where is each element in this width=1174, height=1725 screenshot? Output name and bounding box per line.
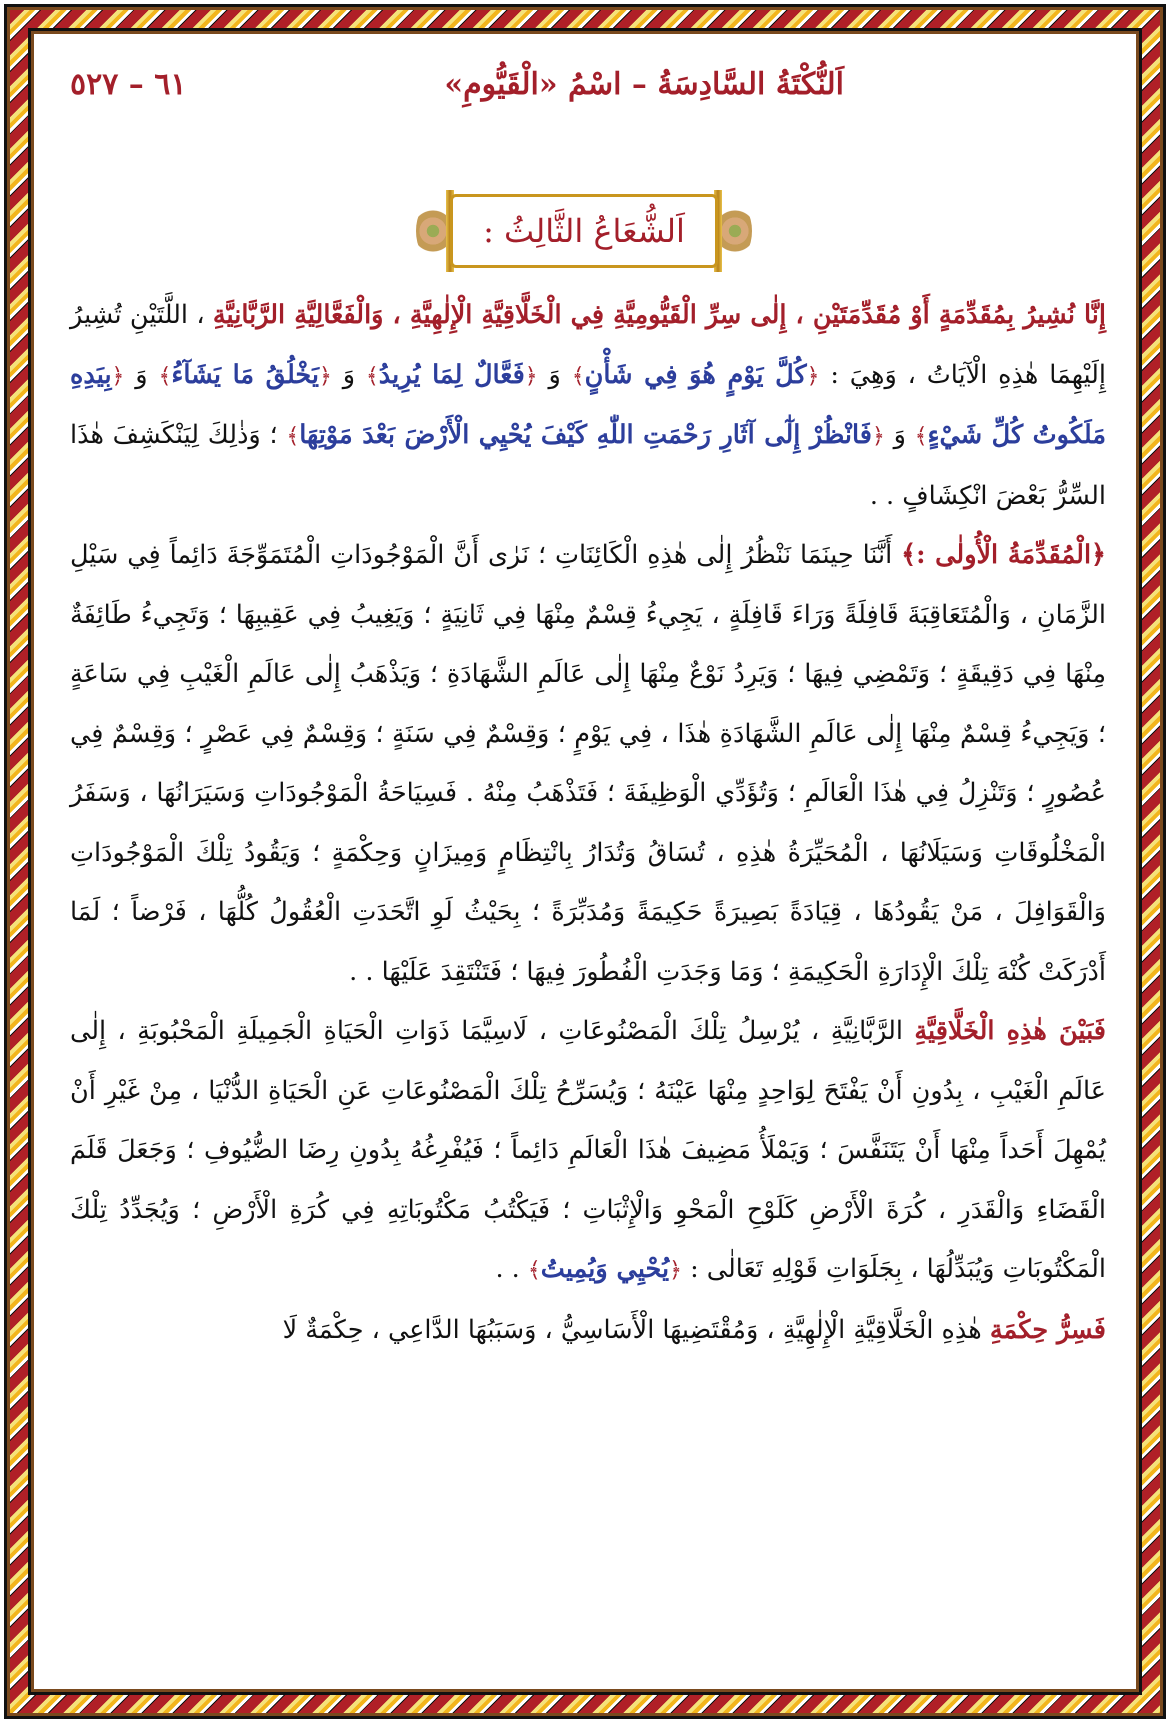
- body-text: [70, 286, 1106, 1360]
- verse-open-ornament-icon: ﴿: [806, 363, 820, 389]
- floral-ornament-icon: [416, 202, 450, 260]
- verse-close-ornament-icon: ﴾: [914, 424, 928, 449]
- text-run: وَ: [537, 359, 572, 390]
- verse-close-ornament-icon: ﴾: [158, 363, 172, 389]
- paragraph-intro: [70, 286, 1106, 526]
- quran-verse: يُحْيِي وَيُمِيتُ: [540, 1254, 670, 1284]
- first-premise-heading: ﴿الْمُقَدِّمَةُ الْأُولٰى :﴾: [901, 540, 1106, 570]
- verse-close-ornament-icon: ﴾: [527, 1258, 541, 1283]
- cartouche-box: [450, 194, 718, 268]
- text-run: أَنَّنَا حِينَمَا نَنْظُرُ إِلٰى هٰذِهِ الْكَائِنَاتِ ؛ نَرٰى أَنَّ الْمَوْجُودَاتِ الْمُتَمَوِّجَةَ دَائِماً فِي سَيْلِ الزَّمَانِ ، وَالْمُتَعَاقِبَةَ قَافِلَةً وَرَاءَ قَافِلَةٍ ، يَجِيءُ قِسْمٌ مِنْهَا فِي ثَانِيَةٍ ؛ وَيَغِيبُ فِي عَقِيبِهَا ؛ وَتَجِيءُ طَائِفَةٌ مِنْهَا فِي دَقِيقَةٍ ؛ وَتَمْضِي فِيهَا ؛ وَيَرِدُ نَوْعٌ مِنْهَا إِلٰى عَالَمِ الشَّهَادَةِ ؛ وَيَذْهَبُ إِلٰى عَالَمِ الْغَيْبِ فِي سَاعَةٍ ؛ وَيَجِيءُ قِسْمٌ مِنْهَا إِلٰى عَالَمِ الشَّهَادَةِ هٰذَا ، فِي يَوْمٍ ؛ وَقِسْمٌ فِي سَنَةٍ ؛ وَقِسْمٌ فِي عَصْرٍ ؛ وَقِسْمٌ فِي عُصُورٍ ؛ وَتَنْزِلُ فِي هٰذَا الْعَالَمِ ؛ وَتُؤَدِّي الْوَظِيفَةَ ؛ فَتَذْهَبُ مِنْهُ . فَسِيَاحَةُ الْمَوْجُودَاتِ وَسَيَرَانُهَا ، وَسَفَرُ الْمَخْلُوقَاتِ وَسَيَلَانُهَا ، الْمُحَيِّرَةُ هٰذِهِ ، تُسَاقُ وَتُدَارُ بِانْتِظَامٍ وَمِيزَانٍ وَحِكْمَةٍ ؛ وَيَقُودُ تِلْكَ الْمَوْجُودَاتِ وَالْقَوَافِلَ ، مَنْ يَقُودُهَا ، قِيَادَةً بَصِيرَةً حَكِيمَةً وَمُدَبِّرَةً ؛ بِحَيْثُ لَوِ اتَّحَدَتِ الْعُقُولُ كُلُّهَا ، فَرْضاً ؛ لَمَا أَدْرَكَتْ كُنْهَ تِلْكَ الْإِدَارَةِ الْحَكِيمَةِ ؛ وَمَا وَجَدَتِ الْفُطُورَ فِيهَا ؛ فَتَنْتَقِدَ عَلَيْهَا . .: [70, 540, 1106, 987]
- text-run: الرَّبَّانِيَّةِ ، يُرْسِلُ تِلْكَ الْمَصْنُوعَاتِ ، لَاسِيَّمَا ذَوَاتِ الْحَيَاةِ الْجَمِيلَةِ الْمَحْبُوبَةِ ، إِلٰى عَالَمِ الْغَيْبِ ، بِدُونِ أَنْ يَفْتَحَ لِوَاحِدٍ مِنْهَا عَيْنَهُ ؛ وَيُسَرِّحُ تِلْكَ الْمَصْنُوعَاتِ عَنِ الْحَيَاةِ الدُّنْيَا ، مِنْ غَيْرِ أَنْ يُمْهِلَ أَحَداً مِنْهَا أَنْ يَتَنَفَّسَ ؛ وَيَمْلَأُ مَضِيفَ هٰذَا الْعَالَمِ دَائِماً ؛ فَيُفْرِغُهُ بِدُونِ رِضَا الضُّيُوفِ ؛ وَجَعَلَ قَلَمَ الْقَضَاءِ وَالْقَدَرِ ، كُرَةَ الْأَرْضِ كَلَوْحِ الْمَحْوِ وَالْإِثْبَاتِ ؛ فَيَكْتُبُ مَكْتُوبَاتِهِ فِي كُرَةِ الْأَرْضِ ؛ وَيُجَدِّدُ تِلْكَ الْمَكْتُوبَاتِ وَيُبَدِّلُهَا ، بِجَلَوَاتِ قَوْلِهِ تَعَالٰى :: [70, 1016, 1106, 1284]
- text-run: وَ: [124, 359, 159, 390]
- intro-lead-text: إِنَّا نُشِيرُ بِمُقَدِّمَةٍ أَوْ مُقَدِّمَتَيْنِ ، إِلٰى سِرِّ الْقَيُّومِيَّةِ فِي الْخَلَّاقِيَّةِ الْإِلٰهِيَّةِ ، وَالْفَعَّالِيَّةِ الرَّبَّانِيَّةِ: [212, 300, 1106, 330]
- section-cartouche: [428, 190, 740, 272]
- quran-verse: فَعَّالٌ لِمَا يُرِيدُ: [378, 359, 525, 390]
- text-run: . .: [495, 1254, 528, 1284]
- paragraph-first-premise: [70, 526, 1106, 1002]
- paragraph-creativity: [70, 1002, 1106, 1301]
- quran-verse: كُلَّ يَوْمٍ هُوَ فِي شَأْنٍ: [584, 359, 807, 390]
- paragraph-wisdom: [70, 1301, 1106, 1361]
- quran-verse: يَخْلُقُ مَا يَشَآءُ: [171, 359, 319, 390]
- text-run: ؛ وَذٰلِكَ لِيَنْكَشِفَ هٰذَا السِّرُّ بَعْضَ انْكِشَافٍ . .: [70, 420, 1106, 511]
- verse-open-ornament-icon: ﴿: [524, 363, 538, 389]
- verse-open-ornament-icon: ﴿: [871, 424, 885, 449]
- text-run: هٰذِهِ الْخَلَّاقِيَّةِ الْإِلٰهِيَّةِ ، وَمُقْتَضِيهَا الْأَسَاسِيُّ ، وَسَبَبُهَا الدَّاعِي ، حِكْمَةٌ لَا: [282, 1314, 990, 1345]
- quran-verse: بِيَدِهِ مَلَكُوتُ كُلِّ شَيْءٍ: [70, 359, 1107, 450]
- paragraph-lead: فَبَيْنَ هٰذِهِ الْخَلَّاقِيَّةِ: [914, 1016, 1106, 1046]
- paragraph-lead: فَسِرُّ حِكْمَةِ: [989, 1314, 1106, 1345]
- verse-open-ornament-icon: ﴿: [669, 1258, 682, 1283]
- text-run: وَ: [331, 359, 366, 390]
- text-run: وَ: [884, 420, 915, 450]
- verse-close-ornament-icon: ﴾: [571, 363, 585, 389]
- verse-open-ornament-icon: ﴿: [111, 363, 125, 389]
- verse-close-ornament-icon: ﴾: [286, 424, 300, 449]
- text-run: ، اللَّتَيْنِ تُشِيرُ إِلَيْهِمَا هٰذِهِ الْآيَاتُ ، وَهِيَ :: [70, 300, 1107, 390]
- floral-ornament-icon: [718, 202, 752, 260]
- running-header: [70, 62, 1074, 106]
- page-number: ٦١ – ٥٢٧: [70, 66, 187, 102]
- section-title: اَلشُّعَاعُ الثَّالِثُ :: [483, 212, 685, 250]
- verse-open-ornament-icon: ﴿: [318, 363, 332, 389]
- verse-close-ornament-icon: ﴾: [365, 363, 379, 389]
- quran-verse: فَانْظُرْ إِلٰٓى آثَارِ رَحْمَتِ اللّٰهِ كَيْفَ يُحْيِي الْأَرْضَ بَعْدَ مَوْتِهَا: [299, 420, 872, 450]
- running-title: اَلنُّكْتَةُ السَّادِسَةُ – اسْمُ «الْقَيُّومِ»: [444, 66, 844, 102]
